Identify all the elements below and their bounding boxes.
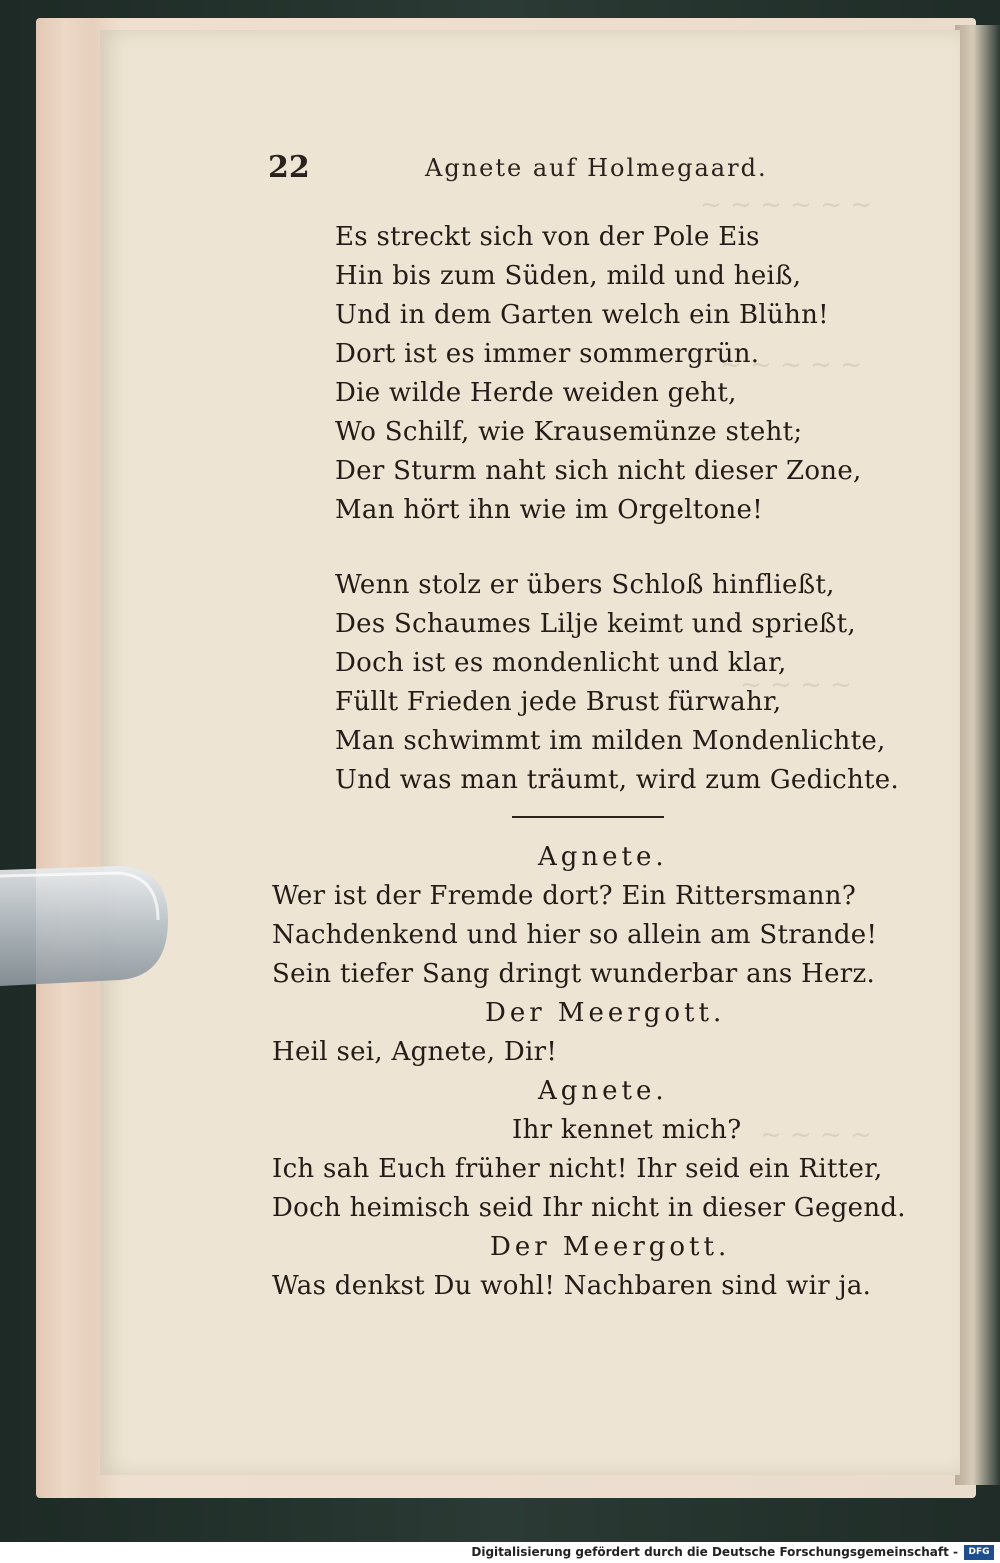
verse-line: Wo Schilf, wie Krausemünze steht; [335, 417, 803, 447]
verse-line: Man schwimmt im milden Mondenlichte, [335, 726, 886, 756]
dialogue-line: Doch heimisch seid Ihr nicht in dieser Gegend. [272, 1193, 906, 1223]
dialogue-line: Heil sei, Agnete, Dir! [272, 1037, 558, 1067]
dialogue-line: Wer ist der Fremde dort? Ein Rittersmann? [272, 881, 857, 911]
verse-line: Wenn stolz er übers Schloß hinfließt, [335, 570, 835, 600]
facing-page-edge [955, 25, 1000, 1485]
verse-line: Es streckt sich von der Pole Eis [335, 222, 760, 252]
dfg-logo: DFG [964, 1545, 994, 1560]
digitization-credit: Digitalisierung gefördert durch die Deutsche Forschungsgemeinschaft - [471, 1545, 958, 1559]
section-divider [512, 816, 664, 818]
page-clip-icon [0, 858, 170, 988]
verse-line: Und was man träumt, wird zum Gedichte. [335, 765, 900, 795]
dialogue-line: Was denkst Du wohl! Nachbaren sind wir ja. [272, 1271, 872, 1301]
page-header [0, 150, 1000, 190]
speaker-name: Der Meergott. [490, 1232, 731, 1262]
verse-line: Die wilde Herde weiden geht, [335, 378, 737, 408]
dialogue-line: Ich sah Euch früher nicht! Ihr seid ein Ritter, [272, 1154, 883, 1184]
verse-line: Und in dem Garten welch ein Blühn! [335, 300, 829, 330]
footer-bar [0, 1542, 1000, 1563]
speaker-name: Agnete. [538, 1076, 668, 1106]
verse-line: Man hört ihn wie im Orgeltone! [335, 495, 763, 525]
speaker-name: Agnete. [538, 842, 668, 872]
verse-line: Doch ist es mondenlicht und klar, [335, 648, 787, 678]
speaker-name: Der Meergott. [485, 998, 726, 1028]
page-number: 22 [268, 150, 310, 185]
dialogue-line: Nachdenkend und hier so allein am Strande! [272, 920, 878, 950]
verse-line: Des Schaumes Lilje keimt und sprießt, [335, 609, 856, 639]
verse-line: Hin bis zum Süden, mild und heiß, [335, 261, 802, 291]
verse-line: Füllt Frieden jede Brust fürwahr, [335, 687, 782, 717]
bleed-through-texture: ~ ~ ~ ~ ~ ~ ~ ~ ~ ~ ~ ~ ~ ~ ~ ~ ~ ~ ~ [700, 190, 873, 1150]
verse-line: Dort ist es immer sommergrün. [335, 339, 760, 369]
dialogue-line: Sein tiefer Sang dringt wunderbar ans Herz. [272, 959, 876, 989]
verse-line: Der Sturm naht sich nicht dieser Zone, [335, 456, 862, 486]
running-title: Agnete auf Holmegaard. [425, 154, 768, 182]
dialogue-line: Ihr kennet mich? [512, 1115, 742, 1145]
